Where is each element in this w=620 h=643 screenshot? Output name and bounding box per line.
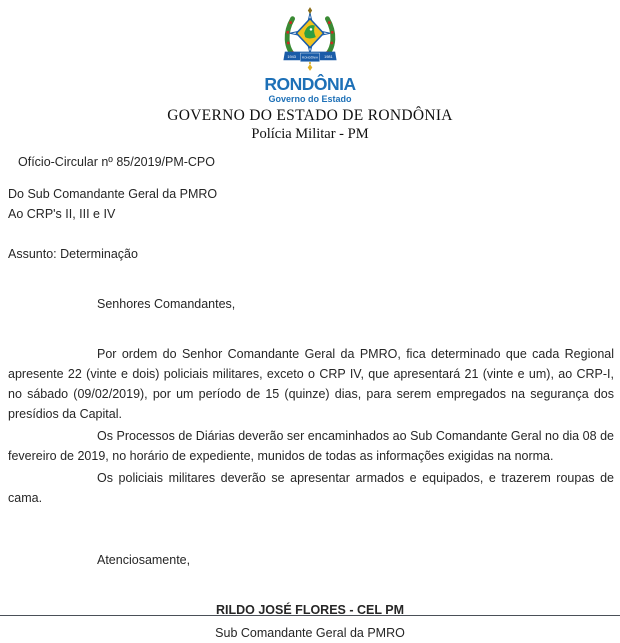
subject-line: Assunto: Determinação: [8, 247, 138, 262]
letterhead-police-line: Polícia Militar - PM: [251, 126, 369, 143]
letterhead-government-line: GOVERNO DO ESTADO DE RONDÔNIA: [167, 107, 453, 125]
letter-body: [0, 152, 620, 643]
rondonia-coat-of-arms: [281, 7, 339, 73]
coat-year-right: 1981: [324, 54, 333, 59]
document-page: [0, 7, 620, 641]
state-wordmark: RONDÔNIA: [264, 74, 356, 94]
closing-line: Atenciosamente,: [97, 553, 191, 568]
banner-ribbon-icon: [283, 52, 336, 62]
coat-banner-label: RONDÔNIA: [301, 55, 319, 60]
state-wordmark-subtitle: Governo do Estado: [268, 93, 352, 104]
paragraph-3: Os policiais militares deverão se apresentar armados e equipados, e trazerem roupas de cama.: [8, 471, 614, 506]
coat-year-left: 1943: [287, 54, 296, 59]
document-reference: Ofício-Circular nº 85/2019/PM-CPO: [18, 155, 215, 170]
signature-title: Sub Comandante Geral da PMRO: [215, 626, 405, 641]
bottom-divider: [0, 615, 620, 616]
salutation: Senhores Comandantes,: [97, 297, 236, 312]
signature-name: RILDO JOSÉ FLORES - CEL PM: [216, 603, 404, 618]
letterhead: [0, 7, 620, 143]
central-rhombus-icon: [296, 19, 323, 48]
sender-line: Do Sub Comandante Geral da PMRO: [8, 187, 218, 202]
paragraph-2: Os Processos de Diárias deverão ser encaminhados ao Sub Comandante Geral no dia 08 de fevereiro de 2019, no horário de expediente, munidos de todas as informações exigidas na norma.: [8, 429, 614, 464]
paragraph-1: Por ordem do Senhor Comandante Geral da PMRO, fica determinado que cada Regional apresente 22 (vinte e dois) policiais militares, exceto o CRP IV, que apresentará 21 (vinte e um), ao CRP-I, no sábado (09/02/2019), por um período de 15 (quinze) dias, para serem empregados na segurança dos presídios da Capital.: [8, 347, 614, 422]
addressee-line: Ao CRP's II, III e IV: [8, 207, 116, 222]
